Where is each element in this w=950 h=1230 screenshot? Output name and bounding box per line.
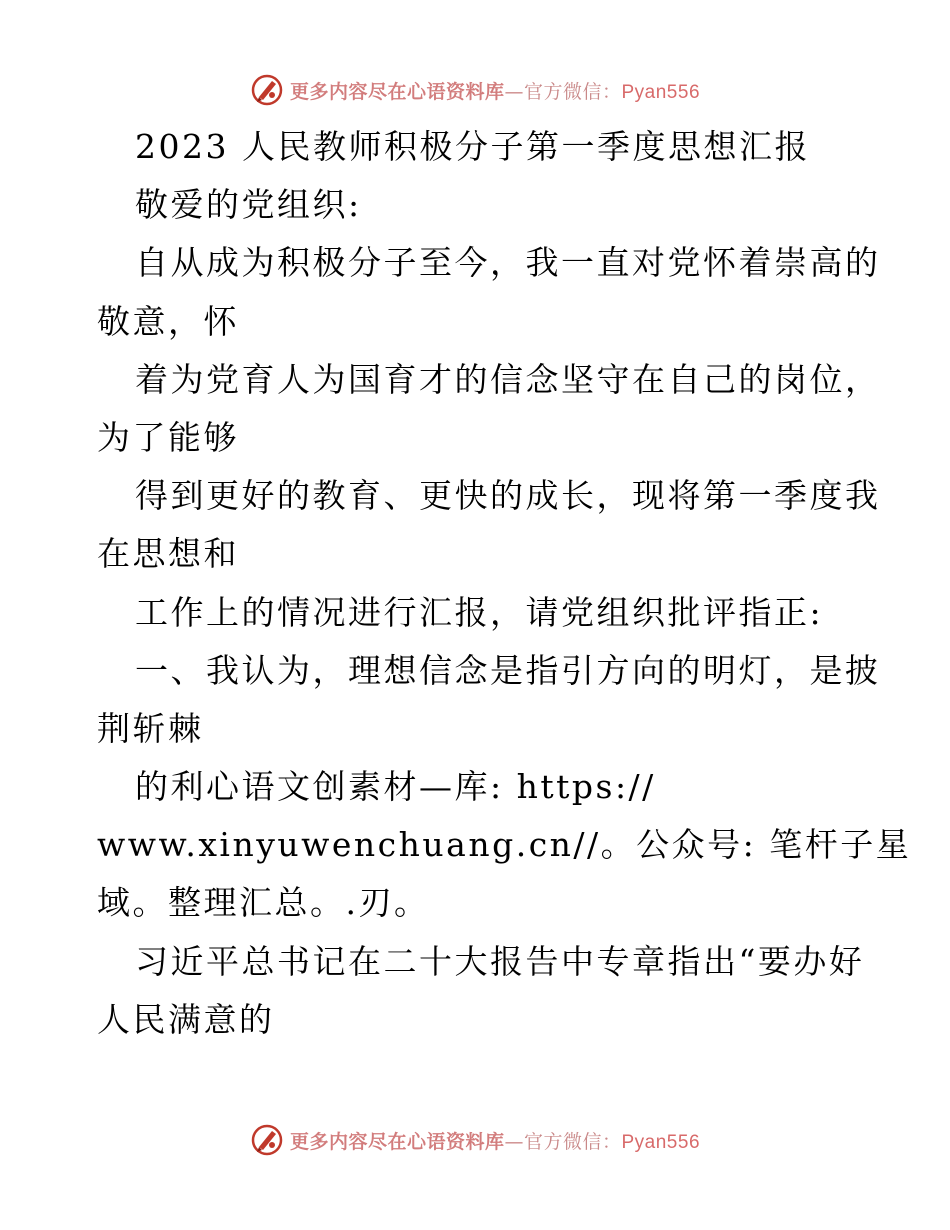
document-title: 2023 人民教师积极分子第一季度思想汇报 [135,127,810,166]
header-watermark-banner [0,70,950,110]
paragraph-line: 工作上的情况进行汇报，请党组织批评指正: [135,592,824,632]
paragraph-line: 习近平总书记在二十大报告中专章指出“要办好 [135,941,865,981]
banner-contact-id: Pyan556 [621,81,701,103]
banner-text [290,1127,700,1154]
paragraph-line: 自从成为积极分子至今，我一直对党怀着崇高的 [135,243,881,283]
paragraph-line: 在思想和 [97,534,239,574]
paragraph-line: 敬意，怀 [97,301,239,341]
paragraph-line: 荆斩棘 [97,708,204,748]
paragraph-line: www.xinyuwenchuang.cn//。公众号: 笔杆子星 [97,825,912,865]
salutation: 敬爱的党组织: [135,185,362,225]
banner-text [290,77,700,104]
paragraph-line: 的利心语文创素材—库: https:// [135,767,656,807]
paragraph-line: 人民满意的 [97,999,275,1039]
paragraph-line: 域。整理汇总。.刃。 [97,883,430,923]
banner-main-text: 更多内容尽在心语资料库 [289,80,505,103]
paragraph-line: 得到更好的教育、更快的成长，现将第一季度我 [135,476,881,516]
banner-main-text: 更多内容尽在心语资料库 [289,1130,505,1153]
document-body [97,118,912,1049]
footer-watermark-banner [0,1120,950,1160]
paragraph-line: 为了能够 [97,417,239,457]
banner-dash: — [504,1130,524,1153]
paragraph-line: 一、我认为，理想信念是指引方向的明灯，是披 [135,650,881,690]
banner-contact-label: 官方微信： [523,1130,622,1153]
pen-seal-logo-icon [250,1123,284,1157]
banner-contact-id: Pyan556 [621,1131,701,1153]
pen-seal-logo-icon [250,73,284,107]
banner-contact-label: 官方微信： [523,80,622,103]
paragraph-line: 着为党育人为国育才的信念坚守在自己的岗位， [135,359,881,399]
banner-dash: — [504,80,524,103]
